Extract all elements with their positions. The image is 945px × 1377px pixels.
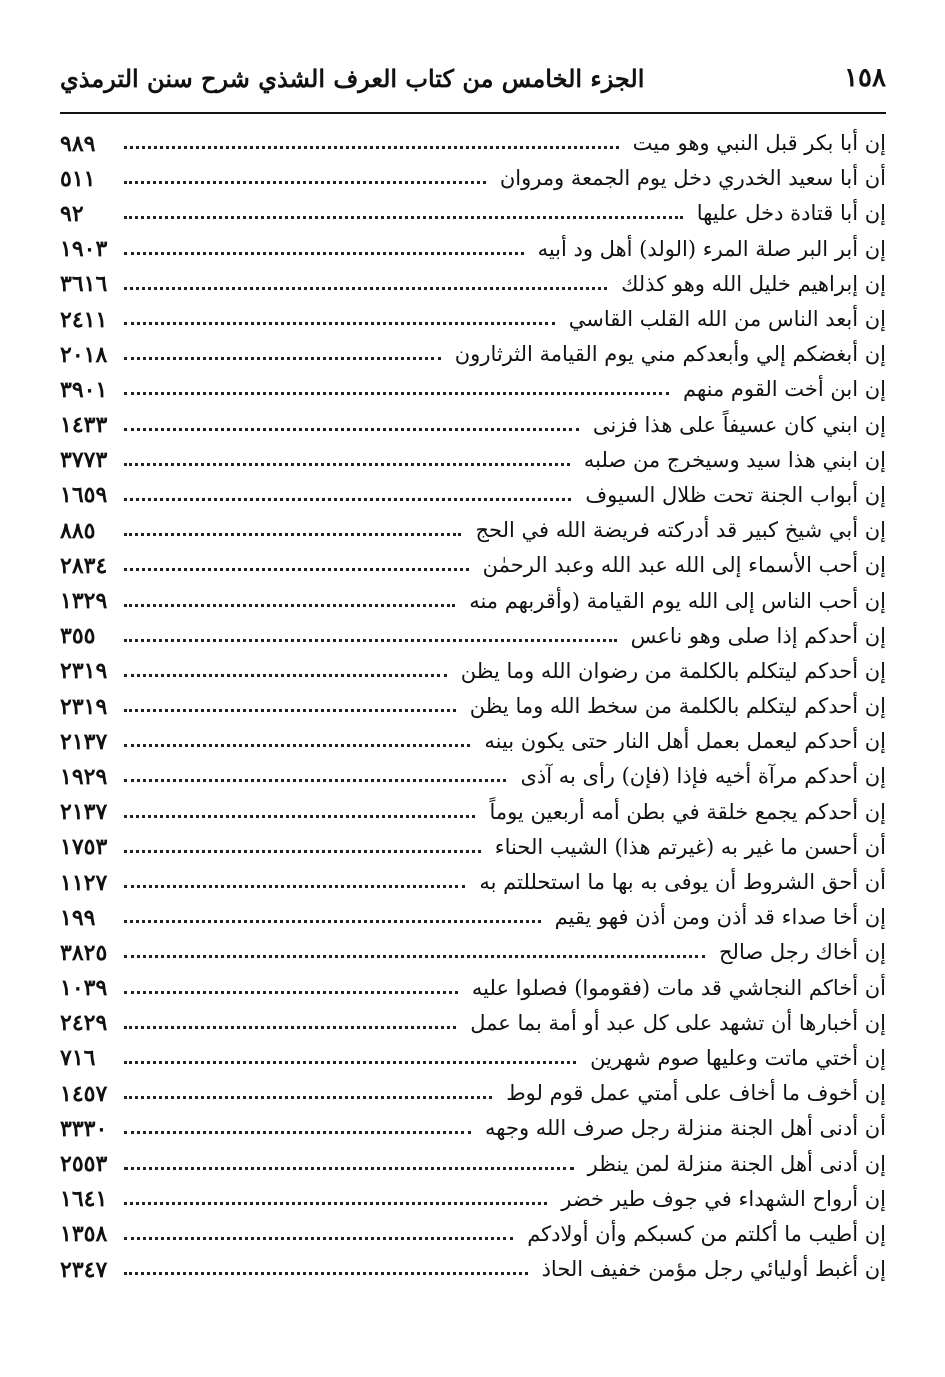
entry-text: إن أخاك رجل صالح (718, 940, 886, 965)
dot-leader (124, 1167, 574, 1170)
index-entry (60, 196, 886, 231)
entry-number: ٥١١ (60, 165, 96, 192)
entry-text: إن أحدكم ليعمل بعمل أهل النار حتى يكون بينه (484, 729, 886, 754)
entry-number: ١٦٥٩ (60, 482, 108, 509)
entry-number: ١١٢٧ (60, 869, 108, 896)
entry-number: ١٤٥٧ (60, 1080, 108, 1107)
dot-leader (124, 428, 579, 431)
index-entry (60, 513, 886, 548)
entry-number: ٣٩٠١ (60, 376, 108, 403)
entry-number: ٢٣١٩ (60, 658, 108, 685)
entry-text: أن أحق الشروط أن يوفى به بها ما استحللتم به (479, 870, 886, 895)
entry-text: إن أخا صداء قد أذن ومن أذن فهو يقيم (554, 905, 886, 930)
dot-leader (124, 744, 470, 747)
page-number: ١٥٨ (844, 63, 886, 93)
entry-number: ٣٣٣٠ (60, 1115, 108, 1142)
dot-leader (124, 920, 541, 923)
dot-leader (124, 287, 607, 290)
entry-number: ١٣٢٩ (60, 588, 108, 615)
index-list (60, 126, 886, 1287)
index-entry (60, 1217, 886, 1252)
entry-text: أن أدنى أهل الجنة منزلة رجل صرف الله وجهه (485, 1116, 886, 1141)
entry-text: إن أدنى أهل الجنة منزلة لمن ينظر (587, 1151, 886, 1176)
entry-text: أن أخاكم النجاشي قد مات (فقوموا) فصلوا عليه (471, 975, 886, 1000)
entry-number: ٢٠١٨ (60, 341, 108, 368)
entry-text: إن ابن أخت القوم منهم (682, 377, 886, 402)
dot-leader (124, 604, 455, 607)
page-header (60, 58, 886, 98)
entry-text: إن أبغضكم إلي وأبعدكم مني يوم القيامة الثرثارون (454, 342, 886, 367)
entry-text: إن أخوف ما أخاف على أمتي عمل قوم لوط (506, 1081, 886, 1106)
index-entry (60, 935, 886, 970)
index-entry (60, 1182, 886, 1217)
entry-number: ٨٨٥ (60, 517, 96, 544)
index-entry (60, 302, 886, 337)
dot-leader (124, 674, 447, 677)
dot-leader (124, 392, 669, 395)
entry-text: إن أحب الناس إلى الله يوم القيامة (وأقربهم منه (469, 588, 886, 613)
entry-number: ١٣٥٨ (60, 1221, 108, 1248)
entry-text: أن أحسن ما غير به (غيرتم هذا) الشيب الحناء (494, 834, 886, 859)
index-entry (60, 583, 886, 618)
index-entry (60, 759, 886, 794)
dot-leader (124, 252, 524, 255)
entry-number: ٢٥٥٣ (60, 1151, 108, 1178)
entry-number: ٢١٣٧ (60, 728, 108, 755)
entry-number: ١٤٣٣ (60, 412, 108, 439)
dot-leader (124, 1096, 492, 1099)
entry-number: ١٩٩ (60, 904, 96, 931)
entry-number: ٣٥٥ (60, 623, 96, 650)
index-entry (60, 654, 886, 689)
index-entry (60, 619, 886, 654)
dot-leader (124, 216, 683, 219)
entry-number: ٣٨٢٥ (60, 939, 108, 966)
dot-leader (124, 533, 461, 536)
entry-number: ١٠٣٩ (60, 975, 108, 1002)
entry-number: ٢٣٤٧ (60, 1256, 108, 1283)
entry-number: ١٩٢٩ (60, 763, 108, 790)
index-entry (60, 795, 886, 830)
dot-leader (124, 181, 486, 184)
running-title: الجزء الخامس من كتاب العرف الشذي شرح سنن الترمذي (60, 63, 645, 93)
entry-text: إن أحب الأسماء إلى الله عبد الله وعبد الرحمٰن (482, 553, 886, 578)
dot-leader (124, 568, 469, 571)
entry-number: ٢٣١٩ (60, 693, 108, 720)
entry-text: إن ابني هذا سيد وسيخرج من صلبه (583, 447, 886, 472)
entry-text: إن أبر البر صلة المرء (الولد) أهل ود أبيه (537, 236, 886, 261)
entry-text: إن أغبط أوليائي رجل مؤمن خفيف الحاذ (541, 1257, 886, 1282)
index-entry (60, 724, 886, 759)
entry-number: ٢٤١١ (60, 306, 108, 333)
entry-text: إن أرواح الشهداء في جوف طير خضر (561, 1186, 886, 1211)
index-entry (60, 865, 886, 900)
dot-leader (124, 498, 571, 501)
index-entry (60, 1252, 886, 1287)
index-entry (60, 548, 886, 583)
entry-text: إن ابني كان عسيفاً على هذا فزنى (592, 412, 886, 437)
entry-text: إن أطيب ما أكلتم من كسبكم وأن أولادكم (527, 1221, 886, 1246)
entry-text: إن أخبارها أن تشهد على كل عبد أو أمة بما عمل (470, 1010, 886, 1035)
index-entry (60, 337, 886, 372)
dot-leader (124, 146, 619, 149)
entry-number: ٧١٦ (60, 1045, 96, 1072)
entry-text: إن أبواب الجنة تحت ظلال السيوف (585, 482, 886, 507)
entry-text: إن أحدكم ليتكلم بالكلمة من رضوان الله وما يظن (460, 658, 886, 683)
entry-text: إن أبعد الناس من الله القلب القاسي (568, 307, 886, 332)
index-entry (60, 161, 886, 196)
dot-leader (124, 639, 617, 642)
entry-number: ٢٨٣٤ (60, 552, 108, 579)
entry-text: إن أحدكم مرآة أخيه فإذا (فإن) رأى به آذى (520, 764, 886, 789)
entry-number: ٢٤٢٩ (60, 1010, 108, 1037)
entry-number: ٩٢ (60, 200, 84, 227)
entry-text: إن أختي ماتت وعليها صوم شهرين (590, 1045, 886, 1070)
index-entry (60, 232, 886, 267)
index-entry (60, 830, 886, 865)
entry-number: ٩٨٩ (60, 130, 96, 157)
index-entry (60, 126, 886, 161)
index-entry (60, 372, 886, 407)
dot-leader (124, 1237, 513, 1240)
index-entry (60, 1006, 886, 1041)
dot-leader (124, 991, 458, 994)
dot-leader (124, 1272, 528, 1275)
index-entry (60, 1146, 886, 1181)
index-entry (60, 408, 886, 443)
dot-leader (124, 1061, 576, 1064)
entry-text: إن أحدكم يجمع خلقة في بطن أمه أربعين يوماً (489, 799, 886, 824)
dot-leader (124, 1026, 456, 1029)
index-entry (60, 689, 886, 724)
dot-leader (124, 779, 506, 782)
header-rule (60, 112, 886, 114)
index-entry (60, 1111, 886, 1146)
entry-text: إن أحدكم ليتكلم بالكلمة من سخط الله وما يظن (469, 694, 886, 719)
index-entry (60, 900, 886, 935)
dot-leader (124, 357, 441, 360)
entry-number: ١٦٤١ (60, 1186, 108, 1213)
index-entry (60, 1076, 886, 1111)
entry-text: إن أحدكم إذا صلى وهو ناعس (630, 623, 886, 648)
dot-leader (124, 850, 481, 853)
entry-number: ١٩٠٣ (60, 236, 108, 263)
dot-leader (124, 1202, 547, 1205)
dot-leader (124, 463, 570, 466)
dot-leader (124, 322, 555, 325)
dot-leader (124, 885, 465, 888)
index-entry (60, 267, 886, 302)
entry-number: ٣٧٧٣ (60, 447, 108, 474)
dot-leader (124, 955, 705, 958)
index-entry (60, 971, 886, 1006)
entry-number: ٣٦١٦ (60, 271, 108, 298)
entry-text: إن أبا قتادة دخل عليها (696, 201, 886, 226)
entry-text: إن أبا بكر قبل النبي وهو ميت (632, 131, 886, 156)
index-entry (60, 1041, 886, 1076)
entry-number: ١٧٥٣ (60, 834, 108, 861)
entry-number: ٢١٣٧ (60, 799, 108, 826)
index-entry (60, 478, 886, 513)
dot-leader (124, 815, 475, 818)
index-entry (60, 443, 886, 478)
dot-leader (124, 1131, 471, 1134)
entry-text: أن أبا سعيد الخدري دخل يوم الجمعة ومروان (499, 166, 886, 191)
entry-text: إن أبي شيخ كبير قد أدركته فريضة الله في الحج (475, 518, 886, 543)
dot-leader (124, 709, 456, 712)
entry-text: إن إبراهيم خليل الله وهو كذلك (621, 271, 886, 296)
